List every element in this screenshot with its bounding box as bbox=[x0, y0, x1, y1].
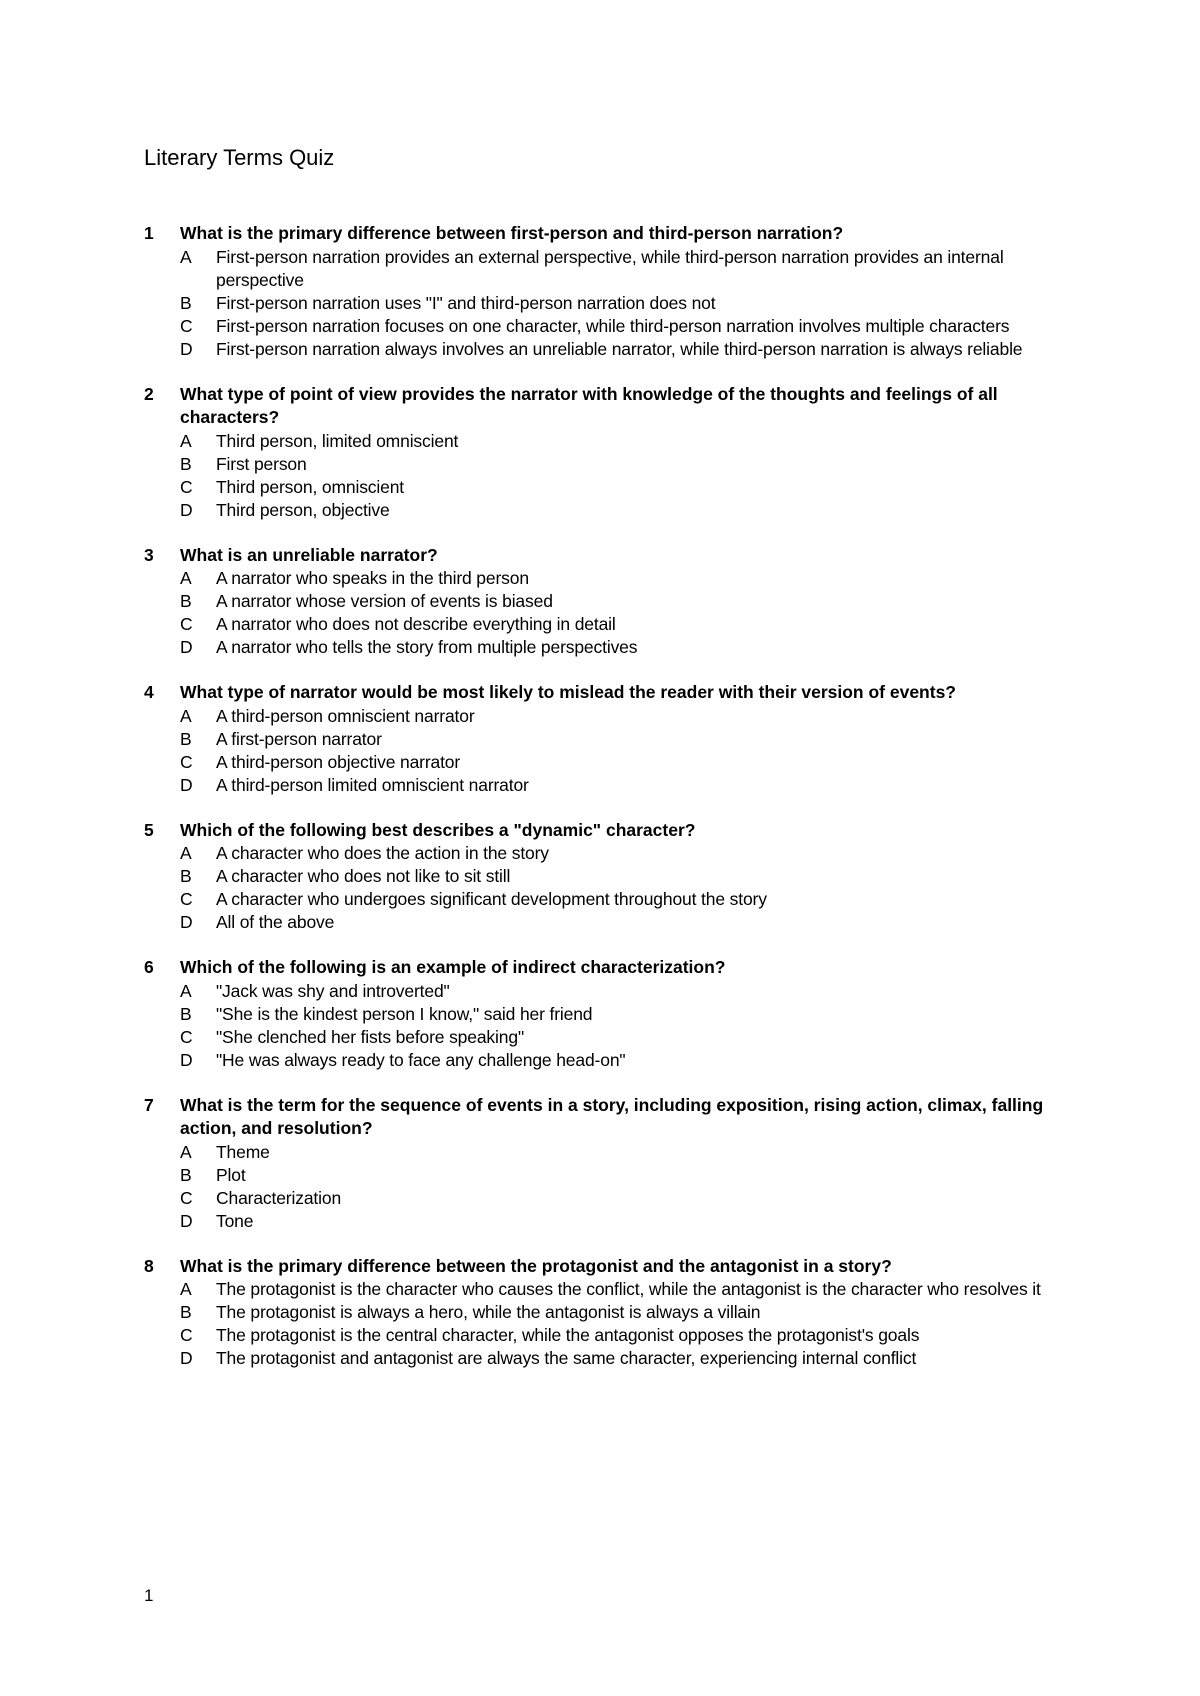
answer-option bbox=[144, 888, 1064, 911]
option-text: "Jack was shy and introverted" bbox=[216, 980, 450, 1001]
option-letter: D bbox=[180, 1210, 193, 1231]
answer-option bbox=[144, 613, 1064, 636]
answer-option bbox=[144, 567, 1064, 590]
option-text: "She is the kindest person I know," said her friend bbox=[216, 1003, 593, 1024]
option-text: "He was always ready to face any challenge head-on" bbox=[216, 1049, 626, 1070]
answer-option bbox=[144, 1164, 1064, 1187]
option-text: The protagonist is the character who causes the conflict, while the antagonist is the character who resolves it bbox=[216, 1279, 1041, 1299]
answer-option bbox=[144, 246, 1064, 292]
option-text: A first-person narrator bbox=[216, 728, 382, 749]
option-text: Third person, objective bbox=[216, 499, 390, 520]
answer-options bbox=[144, 567, 1064, 659]
option-text: Theme bbox=[216, 1141, 270, 1162]
question-number: 5 bbox=[144, 819, 154, 840]
answer-option bbox=[144, 292, 1064, 315]
question-header bbox=[144, 956, 1064, 980]
option-text: First-person narration focuses on one character, while third-person narration involves multiple characters bbox=[216, 315, 1010, 336]
question-text: What is an unreliable narrator? bbox=[180, 544, 438, 565]
answer-option bbox=[144, 728, 1064, 751]
answer-option bbox=[144, 1003, 1064, 1026]
option-letter: A bbox=[180, 705, 192, 726]
question-1 bbox=[144, 222, 1064, 361]
option-letter: A bbox=[180, 1279, 192, 1299]
answer-options bbox=[144, 1278, 1064, 1370]
question-2 bbox=[144, 383, 1064, 522]
answer-option bbox=[144, 842, 1064, 865]
option-letter: C bbox=[180, 1026, 193, 1047]
option-letter: C bbox=[180, 751, 193, 772]
option-text: A character who does the action in the story bbox=[216, 843, 549, 863]
option-text: First-person narration uses "I" and third-person narration does not bbox=[216, 292, 716, 313]
question-number: 2 bbox=[144, 383, 154, 404]
question-header bbox=[144, 222, 1064, 246]
answer-options bbox=[144, 246, 1064, 361]
answer-option bbox=[144, 1278, 1064, 1301]
option-letter: A bbox=[180, 1141, 192, 1162]
answer-options bbox=[144, 980, 1064, 1072]
answer-option bbox=[144, 911, 1064, 934]
question-3 bbox=[144, 544, 1064, 660]
option-letter: C bbox=[180, 476, 193, 497]
option-letter: A bbox=[180, 843, 192, 863]
option-letter: C bbox=[180, 614, 193, 634]
option-letter: D bbox=[180, 637, 193, 657]
option-letter: B bbox=[180, 453, 192, 474]
answer-option bbox=[144, 315, 1064, 338]
option-letter: C bbox=[180, 1325, 193, 1345]
option-text: All of the above bbox=[216, 912, 335, 932]
question-number: 8 bbox=[144, 1255, 154, 1276]
option-text: A third-person omniscient narrator bbox=[216, 705, 475, 726]
question-text: What type of narrator would be most likely to mislead the reader with their version of events? bbox=[180, 682, 956, 702]
answer-option bbox=[144, 1324, 1064, 1347]
option-text: First-person narration provides an external perspective, while third-person narration provides an internal perspective bbox=[216, 246, 1004, 290]
answer-option bbox=[144, 1141, 1064, 1164]
option-text: First-person narration always involves an unreliable narrator, while third-person narration is always reliable bbox=[216, 338, 1023, 359]
question-header bbox=[144, 819, 1064, 843]
option-text: Characterization bbox=[216, 1187, 342, 1208]
option-text: "She clenched her fists before speaking" bbox=[216, 1026, 525, 1047]
option-letter: D bbox=[180, 912, 193, 932]
answer-option bbox=[144, 751, 1064, 774]
question-text: What type of point of view provides the narrator with knowledge of the thoughts and feelings of all characters? bbox=[180, 383, 998, 427]
question-number: 4 bbox=[144, 682, 154, 702]
option-text: A character who undergoes significant development throughout the story bbox=[216, 889, 767, 909]
answer-options bbox=[144, 1141, 1064, 1233]
answer-option bbox=[144, 980, 1064, 1003]
answer-option bbox=[144, 1049, 1064, 1072]
answer-option bbox=[144, 1026, 1064, 1049]
answer-option bbox=[144, 1187, 1064, 1210]
question-text: What is the primary difference between the protagonist and the antagonist in a story? bbox=[180, 1255, 892, 1276]
question-4 bbox=[144, 681, 1064, 797]
option-letter: B bbox=[180, 1302, 192, 1322]
question-header bbox=[144, 1255, 1064, 1279]
option-letter: A bbox=[180, 430, 192, 451]
question-header bbox=[144, 1094, 1064, 1141]
option-letter: C bbox=[180, 315, 193, 336]
option-letter: B bbox=[180, 1164, 192, 1185]
option-letter: C bbox=[180, 889, 193, 909]
answer-option bbox=[144, 476, 1064, 499]
option-text: A character who does not like to sit still bbox=[216, 866, 511, 886]
page-number: 1 bbox=[144, 1586, 154, 1605]
answer-option bbox=[144, 499, 1064, 522]
question-text: Which of the following is an example of indirect characterization? bbox=[180, 957, 726, 977]
answer-options bbox=[144, 430, 1064, 522]
answer-option bbox=[144, 774, 1064, 797]
question-5 bbox=[144, 819, 1064, 935]
answer-option bbox=[144, 636, 1064, 659]
answer-option bbox=[144, 705, 1064, 728]
question-6 bbox=[144, 956, 1064, 1072]
option-text: Tone bbox=[216, 1210, 254, 1231]
answer-option bbox=[144, 590, 1064, 613]
answer-option bbox=[144, 865, 1064, 888]
option-text: A third-person objective narrator bbox=[216, 751, 461, 772]
option-letter: B bbox=[180, 292, 192, 313]
answer-option bbox=[144, 338, 1064, 361]
option-text: The protagonist and antagonist are always the same character, experiencing internal conflict bbox=[216, 1348, 917, 1368]
question-7 bbox=[144, 1094, 1064, 1233]
option-letter: B bbox=[180, 728, 192, 749]
answer-option bbox=[144, 1301, 1064, 1324]
option-letter: A bbox=[180, 246, 192, 267]
question-number: 1 bbox=[144, 223, 154, 243]
option-letter: A bbox=[180, 568, 192, 588]
answer-options bbox=[144, 705, 1064, 797]
question-header bbox=[144, 383, 1064, 430]
question-text: What is the term for the sequence of events in a story, including exposition, rising action, climax, falling action, and resolution? bbox=[180, 1094, 1044, 1138]
question-text: What is the primary difference between first-person and third-person narration? bbox=[180, 223, 844, 243]
option-letter: B bbox=[180, 866, 192, 886]
answer-option bbox=[144, 430, 1064, 453]
answer-option bbox=[144, 1347, 1064, 1370]
option-letter: D bbox=[180, 499, 193, 520]
answer-option bbox=[144, 1210, 1064, 1233]
page-title: Literary Terms Quiz bbox=[144, 145, 335, 170]
question-number: 3 bbox=[144, 544, 154, 565]
option-letter: A bbox=[180, 980, 192, 1001]
question-number: 6 bbox=[144, 957, 154, 977]
option-text: Plot bbox=[216, 1164, 246, 1185]
option-text: The protagonist is the central character, while the antagonist opposes the protagonist's goals bbox=[216, 1325, 920, 1345]
option-text: Third person, omniscient bbox=[216, 476, 405, 497]
option-letter: B bbox=[180, 1003, 192, 1024]
option-text: A narrator who speaks in the third person bbox=[216, 568, 529, 588]
question-list bbox=[144, 222, 1064, 1392]
option-text: A narrator who does not describe everything in detail bbox=[216, 614, 616, 634]
option-letter: D bbox=[180, 338, 193, 359]
answer-options bbox=[144, 842, 1064, 934]
option-text: First person bbox=[216, 453, 307, 474]
option-letter: C bbox=[180, 1187, 193, 1208]
question-number: 7 bbox=[144, 1094, 154, 1115]
option-letter: D bbox=[180, 1348, 193, 1368]
question-8 bbox=[144, 1255, 1064, 1371]
option-letter: D bbox=[180, 1049, 193, 1070]
option-letter: D bbox=[180, 774, 193, 795]
answer-option bbox=[144, 453, 1064, 476]
option-text: A third-person limited omniscient narrator bbox=[216, 774, 529, 795]
option-text: A narrator who tells the story from multiple perspectives bbox=[216, 637, 638, 657]
option-text: A narrator whose version of events is biased bbox=[216, 591, 553, 611]
option-letter: B bbox=[180, 591, 192, 611]
question-text: Which of the following best describes a "dynamic" character? bbox=[180, 819, 696, 840]
option-text: The protagonist is always a hero, while the antagonist is always a villain bbox=[216, 1302, 761, 1322]
question-header bbox=[144, 681, 1064, 705]
question-header bbox=[144, 544, 1064, 568]
option-text: Third person, limited omniscient bbox=[216, 430, 459, 451]
